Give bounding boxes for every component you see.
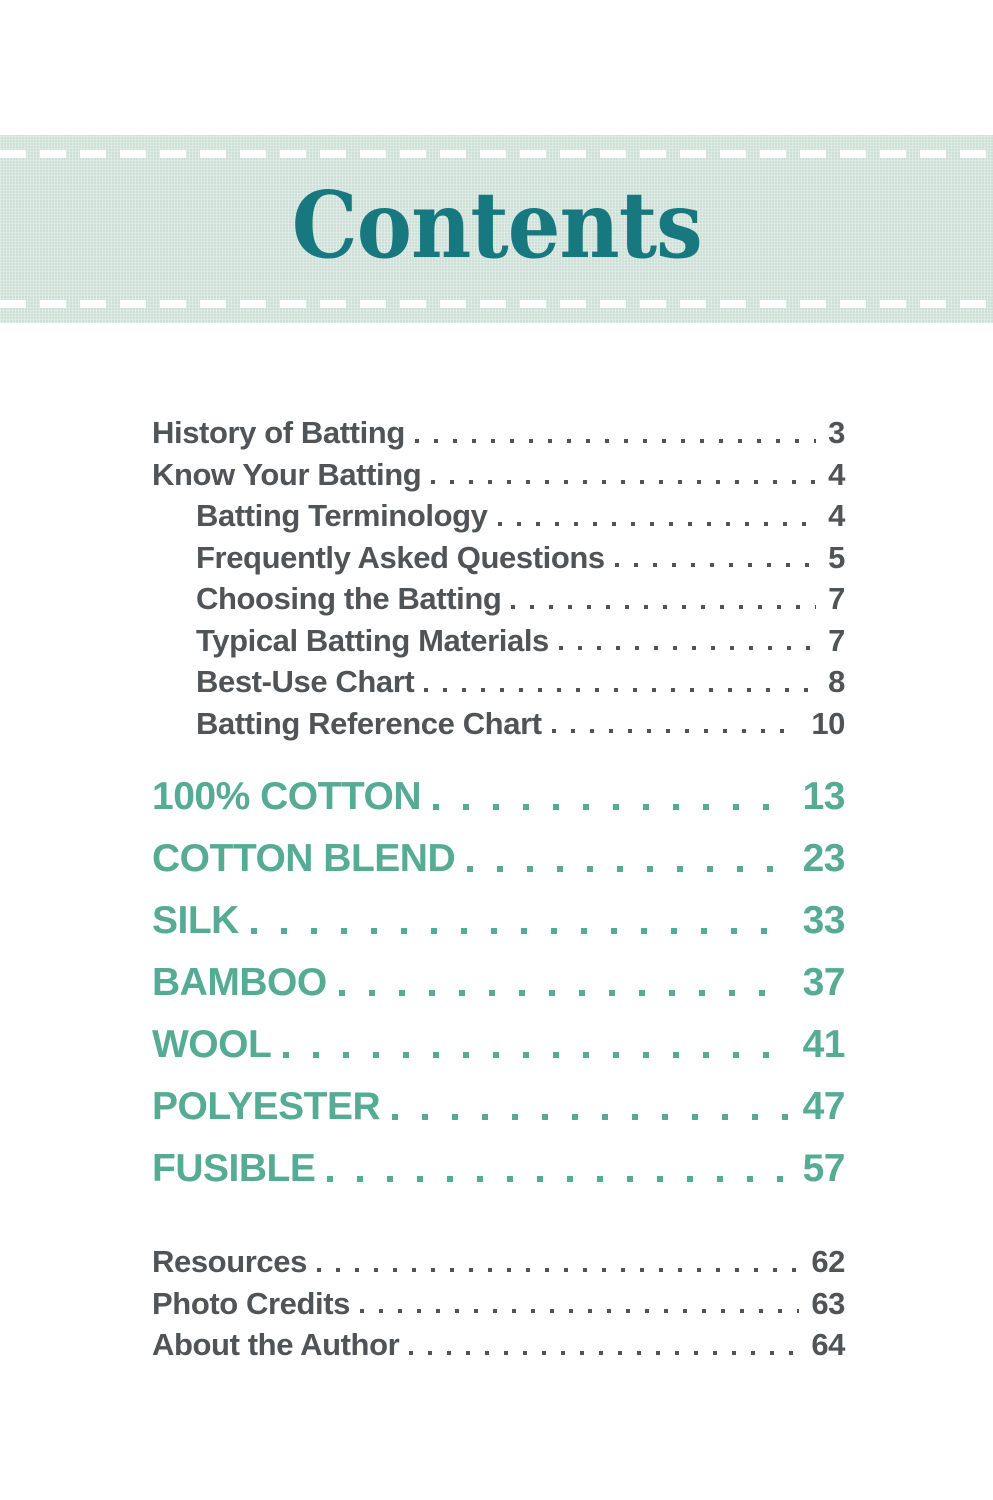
toc-row	[152, 1076, 845, 1138]
dot-leader	[433, 804, 789, 810]
toc-row	[152, 1241, 845, 1283]
front-matter-list	[152, 412, 845, 744]
dot-leader	[552, 729, 800, 733]
toc-row	[152, 766, 845, 828]
toc-entry-label: Typical Batting Materials	[196, 622, 549, 658]
toc-page-number: 63	[811, 1285, 845, 1321]
table-of-contents	[152, 323, 845, 1366]
toc-row	[152, 578, 845, 620]
toc-page-number: 23	[802, 837, 845, 880]
toc-page-number: 57	[802, 1147, 845, 1190]
dot-leader	[409, 1351, 799, 1355]
toc-page-number: 7	[828, 581, 845, 616]
dot-leader	[431, 480, 816, 484]
toc-row	[152, 495, 845, 537]
toc-row	[152, 537, 845, 579]
dot-leader	[339, 990, 789, 996]
toc-entry-label: Frequently Asked Questions	[196, 539, 605, 575]
toc-entry-label: Choosing the Batting	[196, 581, 502, 616]
page-title: Contents	[291, 171, 702, 279]
toc-page-number: 4	[828, 498, 845, 533]
toc-row	[152, 454, 845, 496]
contents-banner	[0, 135, 993, 323]
dot-leader	[511, 605, 816, 609]
dot-leader	[615, 563, 816, 567]
toc-page-number: 7	[828, 622, 845, 658]
toc-entry-label: Photo Credits	[152, 1285, 351, 1321]
dot-leader	[424, 688, 816, 692]
toc-page-number: 10	[811, 705, 845, 741]
dot-leader	[317, 1268, 799, 1272]
dot-leader	[360, 1309, 799, 1313]
toc-entry-label: BAMBOO	[152, 961, 327, 1004]
toc-entry-label: About the Author	[152, 1327, 400, 1362]
toc-entry-label: WOOL	[152, 1023, 272, 1066]
toc-row	[152, 620, 845, 662]
toc-page-number: 4	[828, 456, 845, 492]
toc-row	[152, 1324, 845, 1366]
toc-row	[152, 1014, 845, 1076]
dot-leader	[498, 522, 817, 526]
section-list	[152, 766, 845, 1200]
toc-page-number: 33	[802, 899, 845, 942]
stitch-line-bottom	[0, 300, 993, 308]
toc-row	[152, 661, 845, 703]
toc-page-number: 5	[828, 539, 845, 575]
back-matter-list	[152, 1241, 845, 1366]
dot-leader	[327, 1176, 788, 1182]
dot-leader	[392, 1114, 788, 1120]
toc-row	[152, 412, 845, 454]
toc-entry-label: Resources	[152, 1244, 307, 1279]
toc-entry-label: COTTON BLEND	[152, 837, 456, 880]
toc-row	[152, 1283, 845, 1325]
toc-entry-label: Best-Use Chart	[196, 664, 415, 699]
dot-leader	[283, 1052, 788, 1058]
dot-leader	[467, 866, 789, 872]
toc-entry-label: SILK	[152, 899, 239, 942]
toc-page-number: 41	[802, 1023, 845, 1066]
toc-entry-label: Know Your Batting	[152, 456, 422, 492]
dot-leader	[251, 928, 789, 934]
toc-page-number: 37	[802, 961, 845, 1004]
toc-page-number: 62	[811, 1244, 845, 1279]
toc-page-number: 3	[828, 415, 845, 450]
toc-page-number: 47	[802, 1085, 845, 1128]
dot-leader	[415, 439, 816, 443]
toc-entry-label: 100% COTTON	[152, 775, 422, 818]
toc-entry-label: Batting Terminology	[196, 498, 488, 533]
toc-page-number: 13	[802, 775, 845, 818]
toc-page-number: 8	[828, 664, 845, 699]
toc-row	[152, 952, 845, 1014]
toc-row	[152, 1138, 845, 1200]
toc-row	[152, 703, 845, 745]
toc-entry-label: FUSIBLE	[152, 1147, 316, 1190]
toc-page-number: 64	[811, 1327, 845, 1362]
stitch-line-top	[0, 150, 993, 158]
dot-leader	[559, 646, 816, 650]
toc-entry-label: Batting Reference Chart	[196, 705, 542, 741]
toc-entry-label: History of Batting	[152, 415, 405, 450]
toc-row	[152, 828, 845, 890]
toc-row	[152, 890, 845, 952]
toc-entry-label: POLYESTER	[152, 1085, 381, 1128]
